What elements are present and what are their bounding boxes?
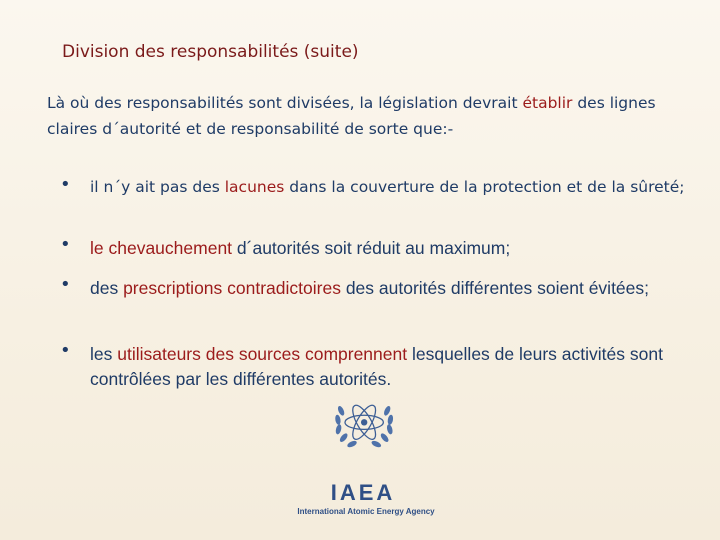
slide-title: Division des responsabilités (suite) [62, 42, 359, 62]
bullet-text-part: lesquelles de leurs activités sont contrôlées par les différentes autorités. [90, 344, 663, 389]
logo-wordmark: IAEA [330, 480, 396, 505]
bullet-icon: • [60, 274, 71, 295]
intro-text-2: établir [522, 94, 573, 112]
bullet-text-part: chevauchement [108, 238, 233, 258]
bullet-text [90, 276, 690, 301]
bullet-text-part: prescriptions contradictoires [123, 278, 341, 298]
bullet-text-part: dans la couverture de la protection et de la sûreté; [284, 178, 685, 196]
bullet-text-part: utilisateurs des sources comprennent [117, 344, 408, 364]
bullet-icon: • [60, 234, 71, 255]
bullet-text-part: les [90, 344, 118, 364]
bullet-text-part: des autorités différentes soient évitées; [340, 278, 650, 298]
bullet-icon: • [60, 174, 71, 195]
bullet-text [90, 236, 690, 261]
bullet-text-part: d´autorités soit réduit au maximum; [232, 238, 511, 258]
iaea-emblem-icon [288, 398, 448, 478]
bullet-text-part: il n´y ait pas des [90, 178, 225, 196]
intro-text-3: des lignes claires d´autorité et de responsabilité de sorte que:- [47, 94, 656, 138]
bullet-text-part: des [90, 278, 124, 298]
intro-paragraph [47, 90, 687, 142]
bullet-text [90, 174, 690, 201]
bullet-text-part: lacunes [224, 178, 285, 196]
bullet-text [90, 342, 690, 392]
logo-subtitle: International Atomic Energy Agency [297, 507, 435, 516]
bullet-text-part: le [90, 238, 109, 258]
bullet-icon: • [60, 340, 71, 361]
intro-text-1: Là où des responsabilités sont divisées, la législation devrait [47, 94, 523, 112]
